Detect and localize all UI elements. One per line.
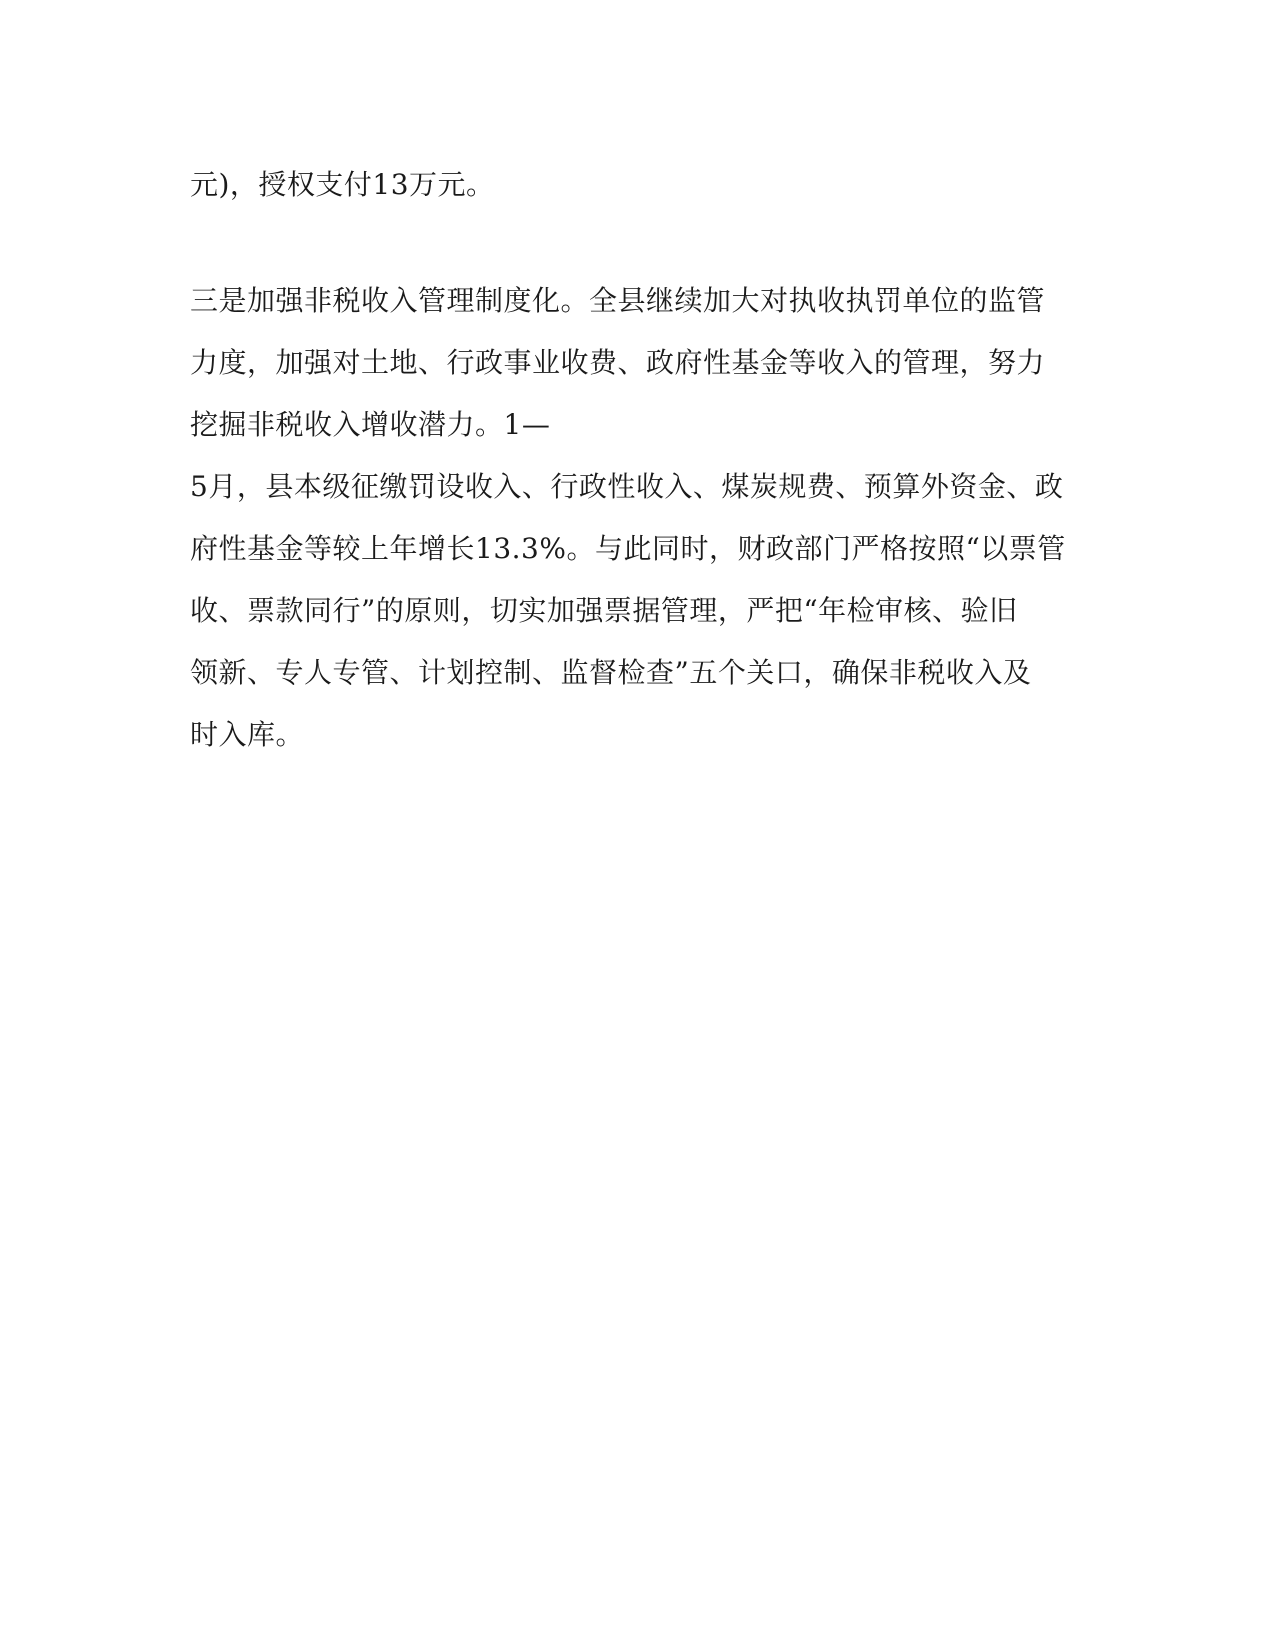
paragraph-line: 三是加强非税收入管理制度化。全县继续加大对执收执罚单位的监管 xyxy=(190,284,1046,317)
paragraph-line: 领新、专人专管、计划控制、监督检查”五个关口，确保非税收入及 xyxy=(190,656,1032,689)
paragraph-line: 时入库。 xyxy=(190,718,305,751)
paragraph-line: 力度，加强对土地、行政事业收费、政府性基金等收入的管理，努力 xyxy=(190,346,1046,379)
paragraph-line: 收、票款同行”的原则，切实加强票据管理，严把“年检审核、验旧 xyxy=(190,594,1018,627)
paragraph-line: 府性基金等较上年增长13.3%。与此同时，财政部门严格按照“以票管 xyxy=(190,532,1066,565)
paragraph-line: 5月，县本级征缴罚设收入、行政性收入、煤炭规费、预算外资金、政 xyxy=(190,470,1064,503)
paragraph-line: 元)，授权支付13万元。 xyxy=(190,168,495,201)
paragraph-line: 挖掘非税收入增收潜力。1— xyxy=(190,408,551,441)
